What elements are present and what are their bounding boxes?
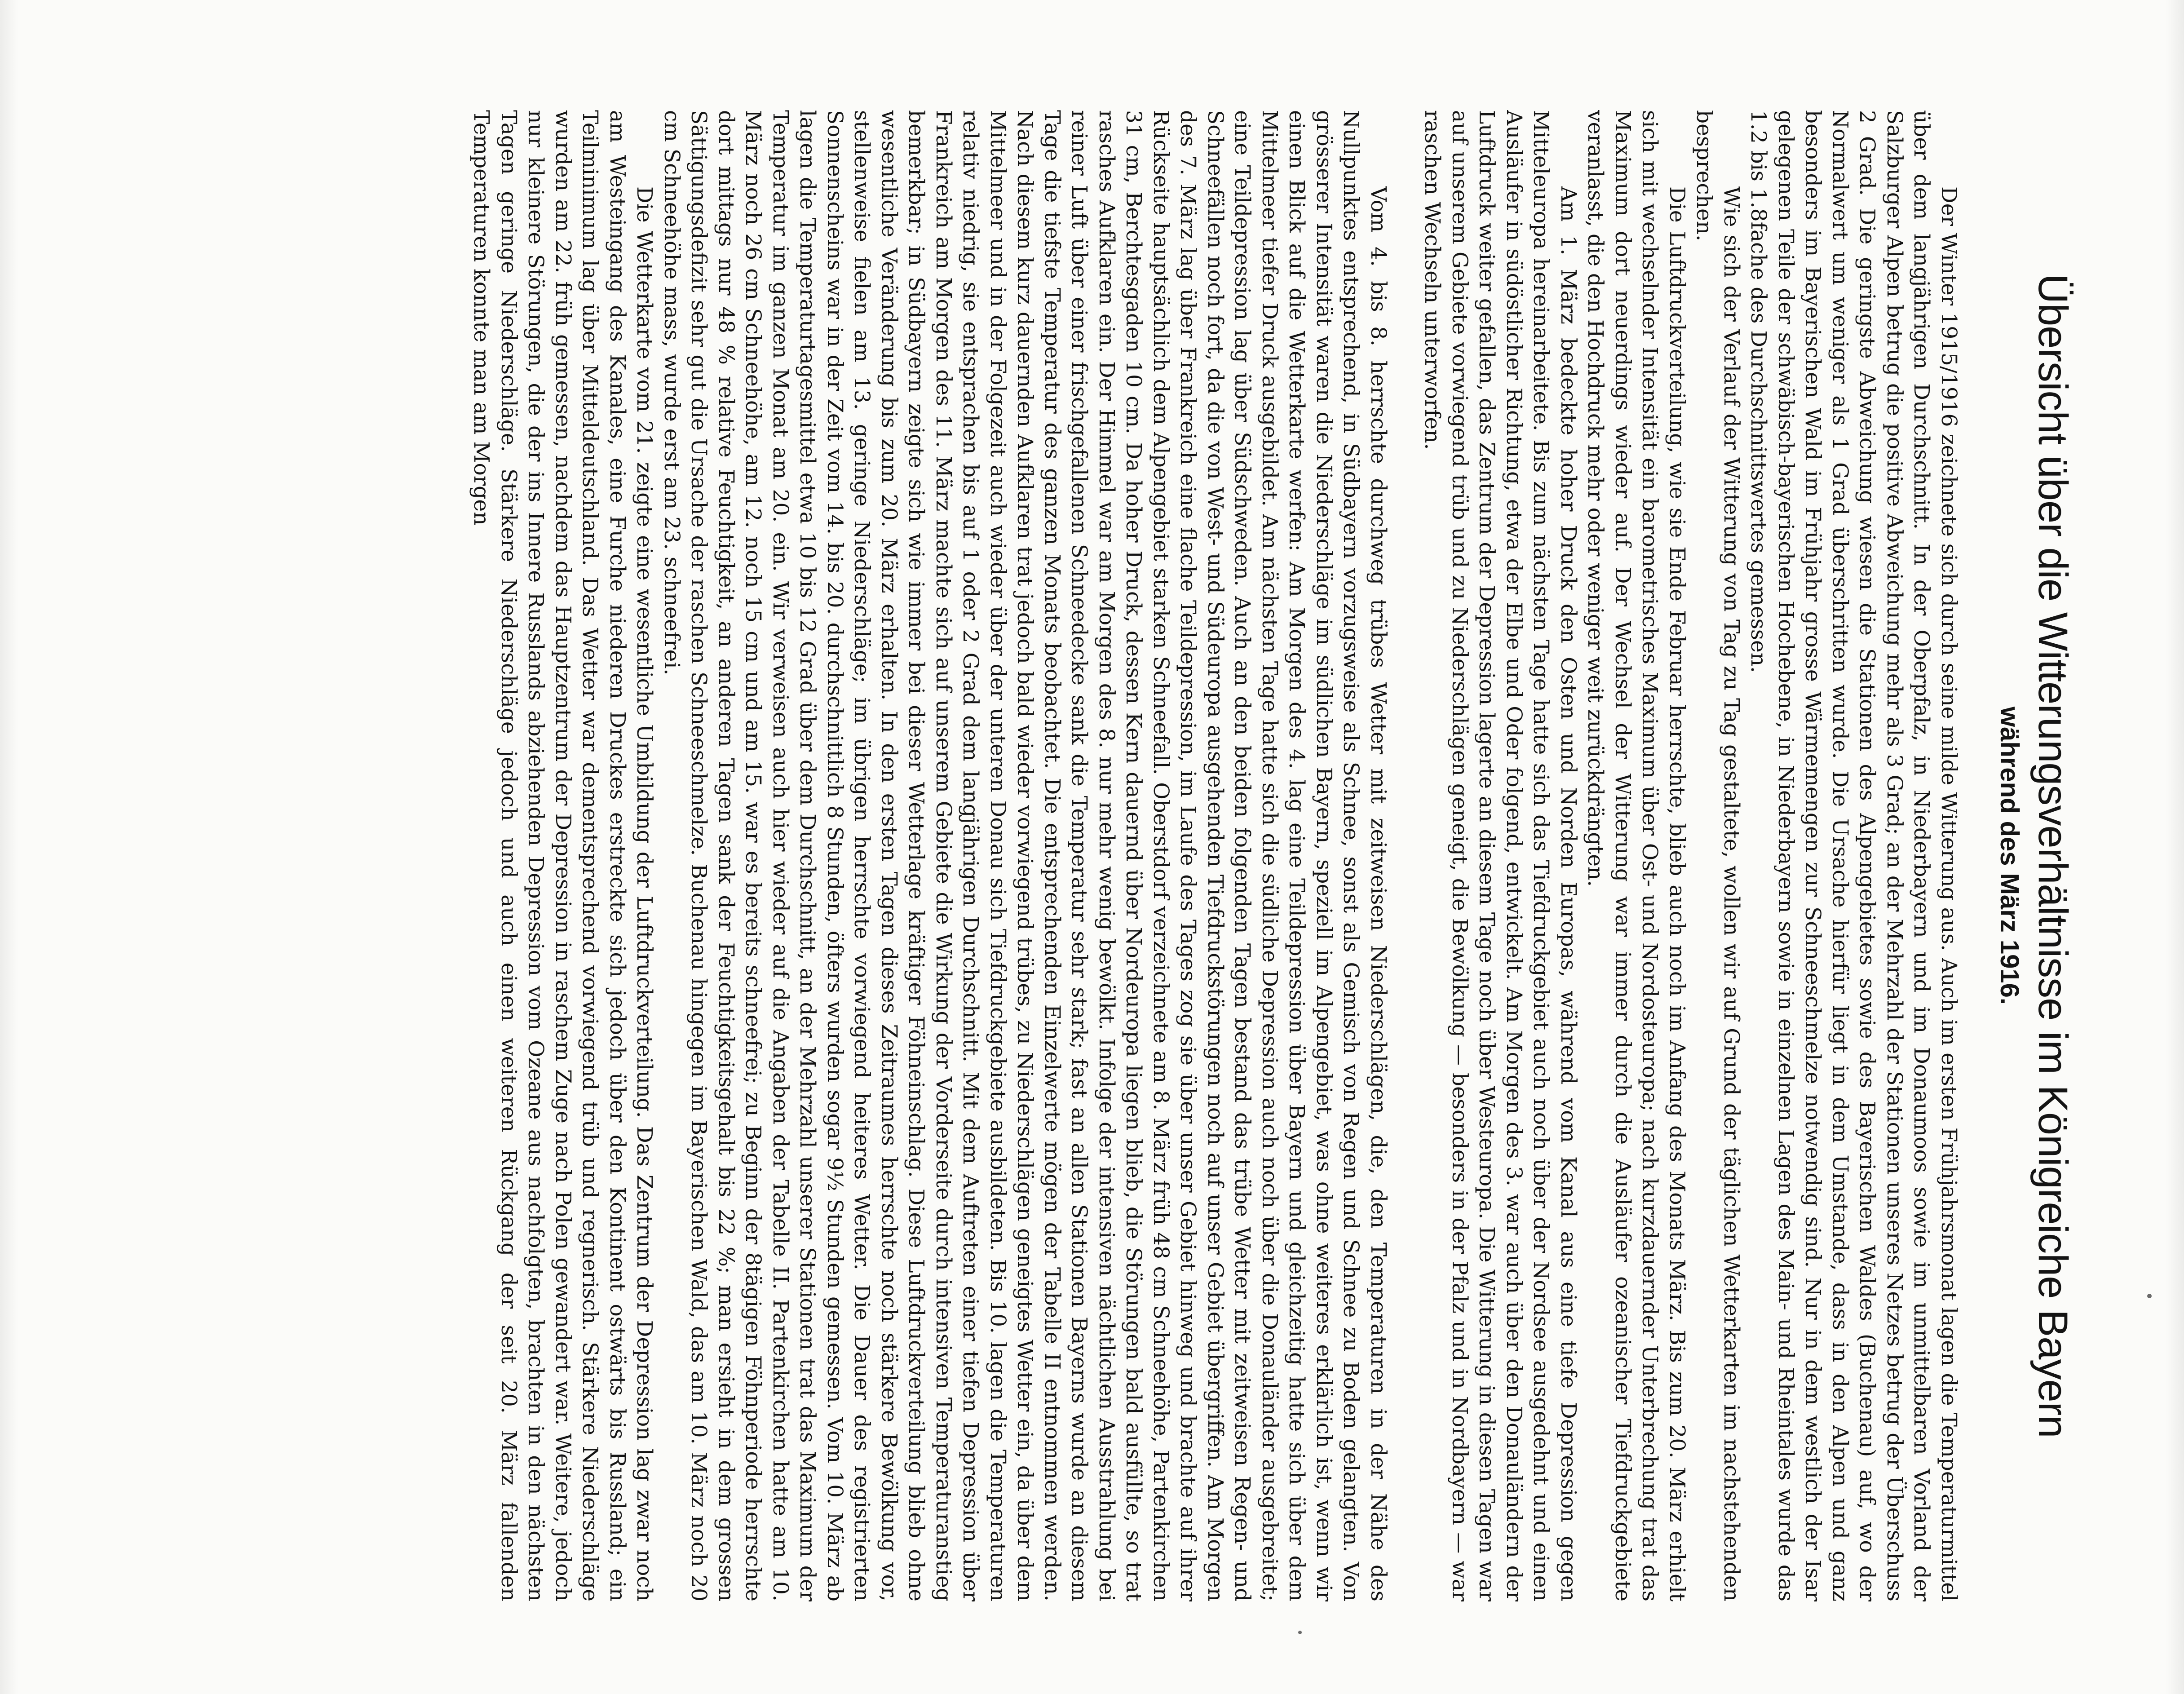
scan-speck [2147,1294,2152,1298]
paragraph-intro-daily: Wie sich der Verlauf der Witterung von Tag zu Tag gestaltete, wollen wir auf Grund der täglichen Wetterkarten im nachstehenden besprechen. [1692,110,1744,1601]
scan-speck [1298,1631,1302,1634]
paragraph-march-21: Die Wetterkarte vom 21. zeigte eine wesentliche Umbildung der Luftdruckverteilung. Das Zentrum der Depression lag zwar noch am Westeingang des Kanales, eine Furche niederen Druckes erstreckte sich jedoch über den Kontinent ostwärts bis Russland; ein Teilminimum lag über Mitteldeutschland. Das Wetter war dementsprechend vorwiegend trüb und regnerisch. Stärkere Niederschläge wurden am 22. früh gemessen, nachdem das Hauptzentrum der Depression in raschem Zuge nach Polen gewandert war. Weitere, jedoch nur kleinere Störungen, die der ins Innere Russlands abziehenden Depression vom Ozeane aus nachfolgten, brachten in den nächsten Tagen geringe Niederschläge. Stärkere Niederschläge jedoch und auch einen weiteren Rückgang der seit 20. März fallenden Temperaturen konnte man am Morgen [469,110,657,1601]
paragraph-march-1-3: Am 1. März bedeckte hoher Druck den Osten und Norden Europas, während vom Kanal aus eine tiefe Depression gegen Mitteleuropa hereinarbeitete. Bis zum nächsten Tage hatte sich das Tiefdruckgebiet auch noch über der Nordsee ausgedehnt und einen Ausläufer in südöstlicher Richtung, etwa der Elbe und Oder folgend, entwickelt. Am Morgen des 3. war auch über den Donauländern der Luftdruck weiter gefallen, das Zentrum der Depression lagerte an diesem Tage noch über Westeuropa. Die Witterung in diesen Tagen war auf unserem Gebiete vorwiegend trüb und zu Niederschlägen geneigt, die Bewölkung — besonders in der Pfalz und in Nordbayern — war raschen Wechseln unterworfen. [1420,110,1581,1601]
paragraph-march-4-20: Vom 4. bis 8. herrschte durchweg trübes Wetter mit zeitweisen Niederschlägen, die, den Temperaturen in der Nähe des Nullpunktes entsprechend, in Südbayern vorzugsweise als Schnee, sonst als Gemisch von Regen und Schnee zu Boden gelangten. Von grösserer Intensität waren die Niederschläge im südlichen Bayern, speziell im Alpengebiet, was ohne weiteres erklärlich ist, wenn wir einen Blick auf die Wetterkarte werfen: Am Morgen des 4. lag eine Teildepression über Bayern und gleichzeitig hatte sich über dem Mittelmeer tiefer Druck ausgebildet. Am nächsten Tage hatte sich die südliche Depression auch noch über die Donauländer ausgebreitet; eine Teildepression lag über Südschweden. Auch an den beiden folgenden Tagen bestand das trübe Wetter mit zeitweisen Regen- und Schneefällen noch fort, da die von West- und Südeuropa ausgehenden Tiefdruckstörungen noch auf unser Gebiet übergriffen. Am Morgen des 7. März lag über Frankreich eine flache Teildepression, im Laufe des Tages zog sie über unser Gebiet hinweg und brachte auf ihrer Rückseite hauptsächlich dem Alpengebiet starken Schneefall. Oberstdorf verzeichnete am 8. März früh 48 cm Schneehöhe, Partenkirchen 31 cm, Berchtesgaden 10 cm. Da hoher Druck, dessen Kern dauernd über Nordeuropa liegen blieb, die Störungen bald ausfüllte, so trat rasches Aufklaren ein. Der Himmel war am Morgen des 8. nur mehr wenig bewölkt. Infolge der intensiven nächtlichen Ausstrahlung bei reiner Luft über einer frischgefallenen Schneedecke sank die Temperatur sehr stark; fast an allen Stationen Bayerns wurde an diesem Tage die tiefste Temperatur des ganzen Monats beobachtet. Die entsprechenden Einzelwerte mögen der Tabelle II entnommen werden. Nach diesem kurz dauernden Aufklaren trat jedoch bald wieder vorwiegend trübes, zu Niederschlägen geneigtes Wetter ein, da über dem Mittelmeer und in der Folgezeit auch wieder über der unteren Donau sich Tiefdruckgebiete ausbildeten. Bis 10. lagen die Temperaturen relativ niedrig, sie entsprachen bis auf 1 oder 2 Grad dem langjährigen Durchschnitt. Mit dem Auftreten einer tiefen Depression über Frankreich am Morgen des 11. März machte sich auf unserem Gebiete die Wirkung der Vorderseite durch intensiven Temperaturanstieg bemerkbar; in Südbayern zeigte sich wie immer bei dieser Wetterlage kräftiger Föhneinschlag. Diese Luftdruckverteilung blieb ohne wesentliche Veränderung bis zum 20. März erhalten. In den ersten Tagen dieses Zeitraumes herrschte noch stärkere Bewölkung vor, stellenweise fielen am 13. geringe Niederschläge; im übrigen herrschte vorwiegend heiteres Wetter. Die Dauer des registrierten Sonnenscheins war in der Zeit vom 14. bis 20. durchschnittlich 8 Stunden, öfters wurden sogar 9½ Stunden gemessen. Vom 10. März ab lagen die Temperaturtagesmittel etwa 10 bis 12 Grad über dem Durchschnitt, an der Mehrzahl unserer Stationen trat das Maximum der Temperatur im ganzen Monat am 20. ein. Wir verweisen auch hier wieder auf die Angaben der Tabelle II. Partenkirchen hatte am 10. März noch 26 cm Schneehöhe, am 12. noch 15 cm und am 15. war es bereits schneefrei; zu Beginn der 8tägigen Föhnperiode herrschte dort mittags nur 48 % relative Feuchtigkeit, an anderen Tagen sank der Feuchtigkeitsgehalt bis 22 %; man ersieht in dem grossen Sättigungsdefizit sehr gut die Ursache der raschen Schneeschmelze. Buchenau hingegen im Bayerischen Wald, das am 10. März noch 20 cm Schneehöhe mass, wurde erst am 23. schneefrei. [659,110,1391,1601]
document-subtitle: während des März 1916. [1995,706,2024,1005]
page-content [91,110,2076,1601]
paragraph-winter-overview: Der Winter 1915/1916 zeichnete sich durch seine milde Witterung aus. Auch im ersten Frühjahrsmonat lagen die Temperaturmittel über dem langjährigen Durchschnitt. In der Oberpfalz, in Niederbayern und im Donaumoos sowie im unmittelbaren Vorland der Salzburger Alpen betrug die positive Abweichung mehr als 3 Grad; an der Mehrzahl der Stationen unseres Netzes betrug der Überschuss 2 Grad. Die geringste Abweichung wiesen die Stationen des Alpengebietes sowie des Bayerischen Waldes (Buchenau) auf, wo der Normalwert um weniger als 1 Grad überschritten wurde. Die Ursache hierfür liegt in dem Umstande, dass in den Alpen und ganz besonders im Bayerischen Wald im Frühjahr grosse Wärmemengen zur Schneeschmelze notwendig sind. Nur in dem westlich der Isar gelegenen Teile der schwäbisch-bayerischen Hochebene, in Niederbayern sowie in einzelnen Lagen des Main- und Rheintales wurde das 1.2 bis 1.8fache des Durchschnittswertes gemessen. [1746,110,1961,1601]
paragraph-pressure-distribution: Die Luftdruckverteilung, wie sie Ende Februar herrschte, blieb auch noch im Anfang des Monats März. Bis zum 20. März erhielt sich mit wechselnder Intensität ein barometrisches Maximum über Ost- und Nordosteuropa; nach kurzdauernder Unterbrechung trat das Maximum dort neuerdings wieder auf. Der Wechsel der Witterung war immer durch die Ausläufer ozeanischer Tiefdruckgebiete veranlasst, die den Hochdruck mehr oder weniger weit zurückdrängten. [1583,110,1689,1601]
document-title: Übersicht über die Witterungsverhältnisse im Königreiche Bayern [2030,274,2076,1438]
